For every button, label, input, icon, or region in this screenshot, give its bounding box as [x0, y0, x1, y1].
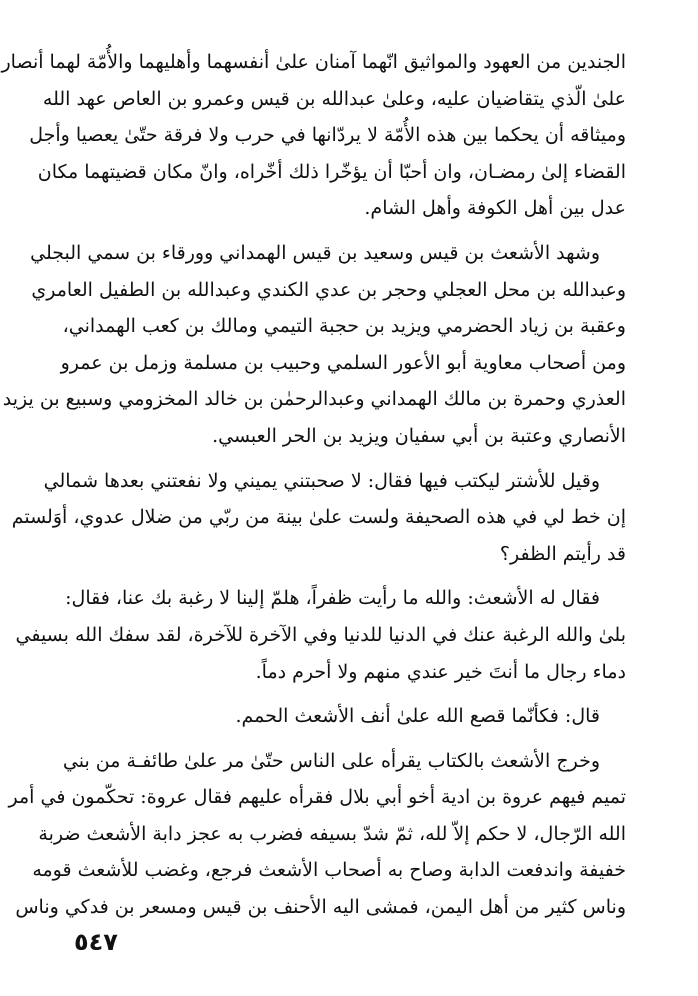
text-line: وخرج الأشعث بالكتاب يقرأه على الناس حتّىٰ مر علىٰ طائفـة من بني: [62, 749, 600, 772]
paragraph-4: [15, 580, 626, 690]
text-line: دماء رجال ما أنتَ خير عندي منهم ولا أحرم دماً.: [255, 660, 626, 683]
text-line: وقيل للأشتر ليكتب فيها فقال: لا صحبتني يميني ولا نفعتني بعدها شمالي: [43, 469, 600, 492]
text-line: وعقبة بن زياد الحضرمي ويزيد بن حجبة التيمي ومالك بن كعب الهمداني،: [62, 315, 626, 338]
text-line: الجندين من العهود والمواثيق انّهما آمنان علىٰ أنفسهما وأهليهما والأُمّة لهما أنصار: [1, 51, 626, 73]
paragraph-5: [74, 698, 626, 735]
paragraph-6: [8, 743, 626, 926]
text-line: تميم فيهم عروة بن ادية أخو أبي بلال فقرأه عليهم فقال عروة: تحكّمون في أمر: [8, 786, 626, 809]
text-line: وشهد الأشعث بن قيس وسعيد بن قيس الهمداني وورقاء بن سمي البجلي: [30, 241, 600, 264]
text-line: إن خط لي في هذه الصحيفة ولست علىٰ بينة من ربّي من ضلال عدوي، أوَلستم: [11, 506, 626, 529]
paragraph-2: [2, 235, 626, 455]
text-line: قال: فكأنّما قصع الله علىٰ أنف الأشعث الحمم.: [235, 705, 600, 728]
text-line: ومن أصحاب معاوية أبو الأعور السلمي وحبيب بن مسلمة وزمل بن عمرو: [60, 351, 626, 374]
text-line: الله الرّجال، لا حكم إلاّ لله، ثمّ شدّ بسيفه فضرب به عجز دابة الأشعث ضربة: [38, 822, 626, 845]
text-line: وعبدالله بن محل العجلي وحجر بن عدي الكندي وعبدالله بن الطفيل العامري: [31, 278, 626, 301]
text-line: قد رأيتم الظفر؟: [499, 542, 626, 565]
text-line: علىٰ الّذي يتقاضيان عليه، وعلىٰ عبدالله بن قيس وعمرو بن العاص عهد الله: [42, 87, 626, 110]
text-line: وميثاقه أن يحكما بين هذه الأُمّة لا يردّانها في حرب ولا فرقة حتّىٰ يعصيا وأجل: [29, 124, 626, 147]
body-text: [1, 44, 626, 926]
text-line: القضاء إلىٰ رمضـان، وان أحبّا أن يؤخّرا ذلك أخّراه، وانّ مكان قضيتهما مكان: [37, 160, 626, 183]
text-line: خفيفة واندفعت الدابة وصاح به أصحاب الأشعث فرجع، وغضب للأشعث قومه: [32, 859, 626, 882]
text-line: وناس كثير من أهل اليمن، فمشى اليه الأحنف بن قيس ومسعر بن فدكي وناس: [15, 896, 626, 919]
paragraph-3: [11, 463, 626, 573]
text-line: بلىٰ والله الرغبة عنك في الدنيا للدنيا وفي الآخرة للآخرة، لقد سفك الله بسيفي: [15, 623, 626, 646]
text-line: فقال له الأشعث: والله ما رأيت ظفراً، هلمّ إلينا لا رغبة بك عنا، فقال:: [65, 587, 600, 610]
text-line: الأنصاري وعتبة بن أبي سفيان ويزيد بن الحر العبسي.: [212, 424, 626, 447]
text-line: عدل بين أهل الكوفة وأهل الشام.: [364, 197, 626, 220]
text-line: العذري وحمرة بن مالك الهمداني وعبدالرحمٰن بن خالد المخزومي وسبيع بن يزيد: [2, 388, 626, 411]
paragraph-1: [1, 44, 626, 227]
page-number: ٥٤٧: [74, 928, 118, 956]
